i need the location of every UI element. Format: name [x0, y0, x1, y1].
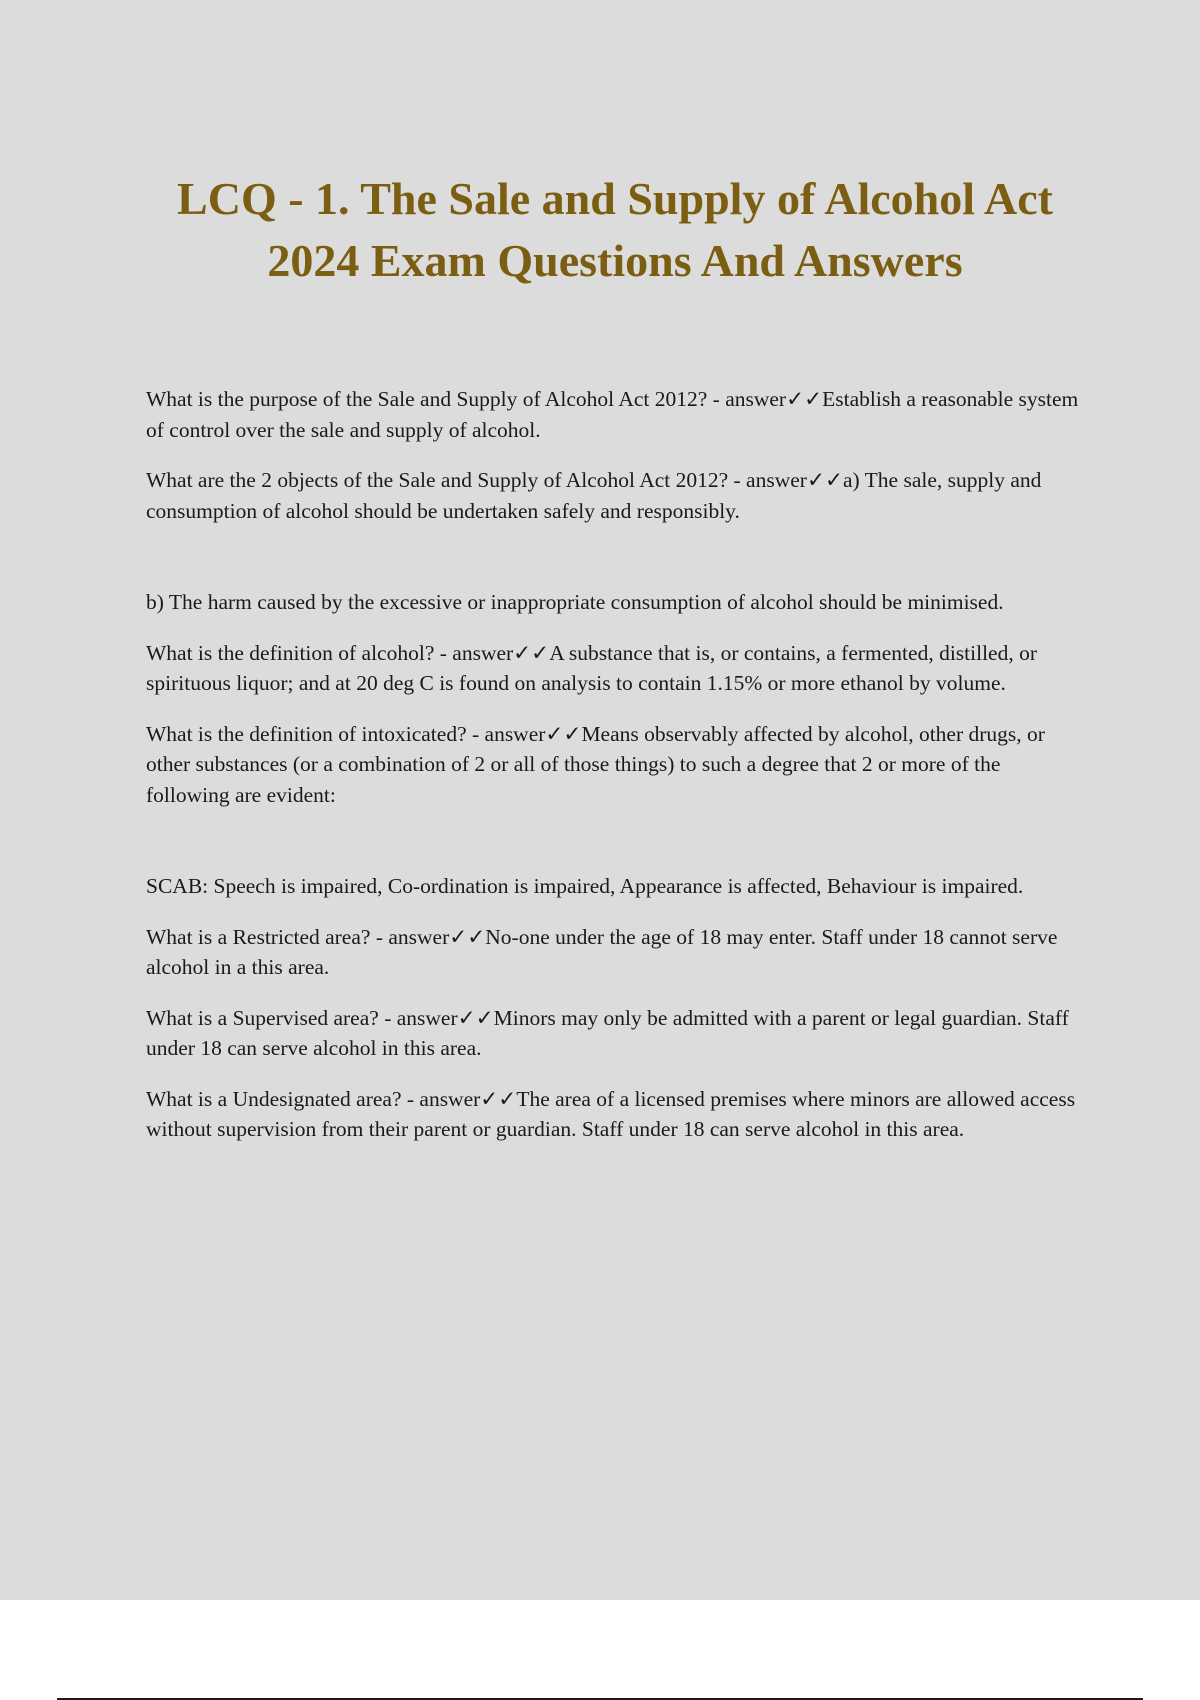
document-body [146, 384, 1086, 1145]
qa-objects-of-act: What are the 2 objects of the Sale and Supply of Alcohol Act 2012? - answer✓✓a) The sale, supply and consumption of alcohol should be undertaken safely and responsibly. [146, 468, 1042, 523]
qa-definition-intoxicated: What is the definition of intoxicated? - answer✓✓Means observably affected by alcohol, other drugs, or other substances (or a combination of 2 or all of those things) to such a degree that 2 or more of the following are evident: [146, 721, 1045, 807]
qa-purpose-of-act: What is the purpose of the Sale and Supply of Alcohol Act 2012? - answer✓✓Establish a reasonable system of control over the sale and supply of alcohol. [146, 387, 1079, 442]
qa-restricted-area: What is a Restricted area? - answer✓✓No-one under the age of 18 may enter. Staff under 18 cannot serve alcohol in a this area. [146, 924, 1058, 979]
document-title [100, 168, 1130, 292]
qa-supervised-area: What is a Supervised area? - answer✓✓Minors may only be admitted with a parent or legal guardian. Staff under 18 can serve alcohol in this area. [146, 1005, 1069, 1060]
qa-scab-mnemonic: SCAB: Speech is impaired, Co-ordination is impaired, Appearance is affected, Behaviour is impaired. [146, 874, 1024, 898]
qa-definition-alcohol: What is the definition of alcohol? - answer✓✓A substance that is, or contains, a fermented, distilled, or spirituous liquor; and at 20 deg C is found on analysis to contain 1.15% or more ethanol by volume. [146, 640, 1038, 695]
qa-undesignated-area: What is a Undesignated area? - answer✓✓The area of a licensed premises where minors are allowed access without supervision from their parent or guardian. Staff under 18 can serve alcohol in this area. [146, 1086, 1076, 1141]
title-line-1: LCQ - 1. The Sale and Supply of Alcohol Act [177, 173, 1053, 224]
qa-objects-of-act-b: b) The harm caused by the excessive or inappropriate consumption of alcohol should be minimised. [146, 590, 1004, 614]
title-line-2: 2024 Exam Questions And Answers [267, 235, 963, 286]
